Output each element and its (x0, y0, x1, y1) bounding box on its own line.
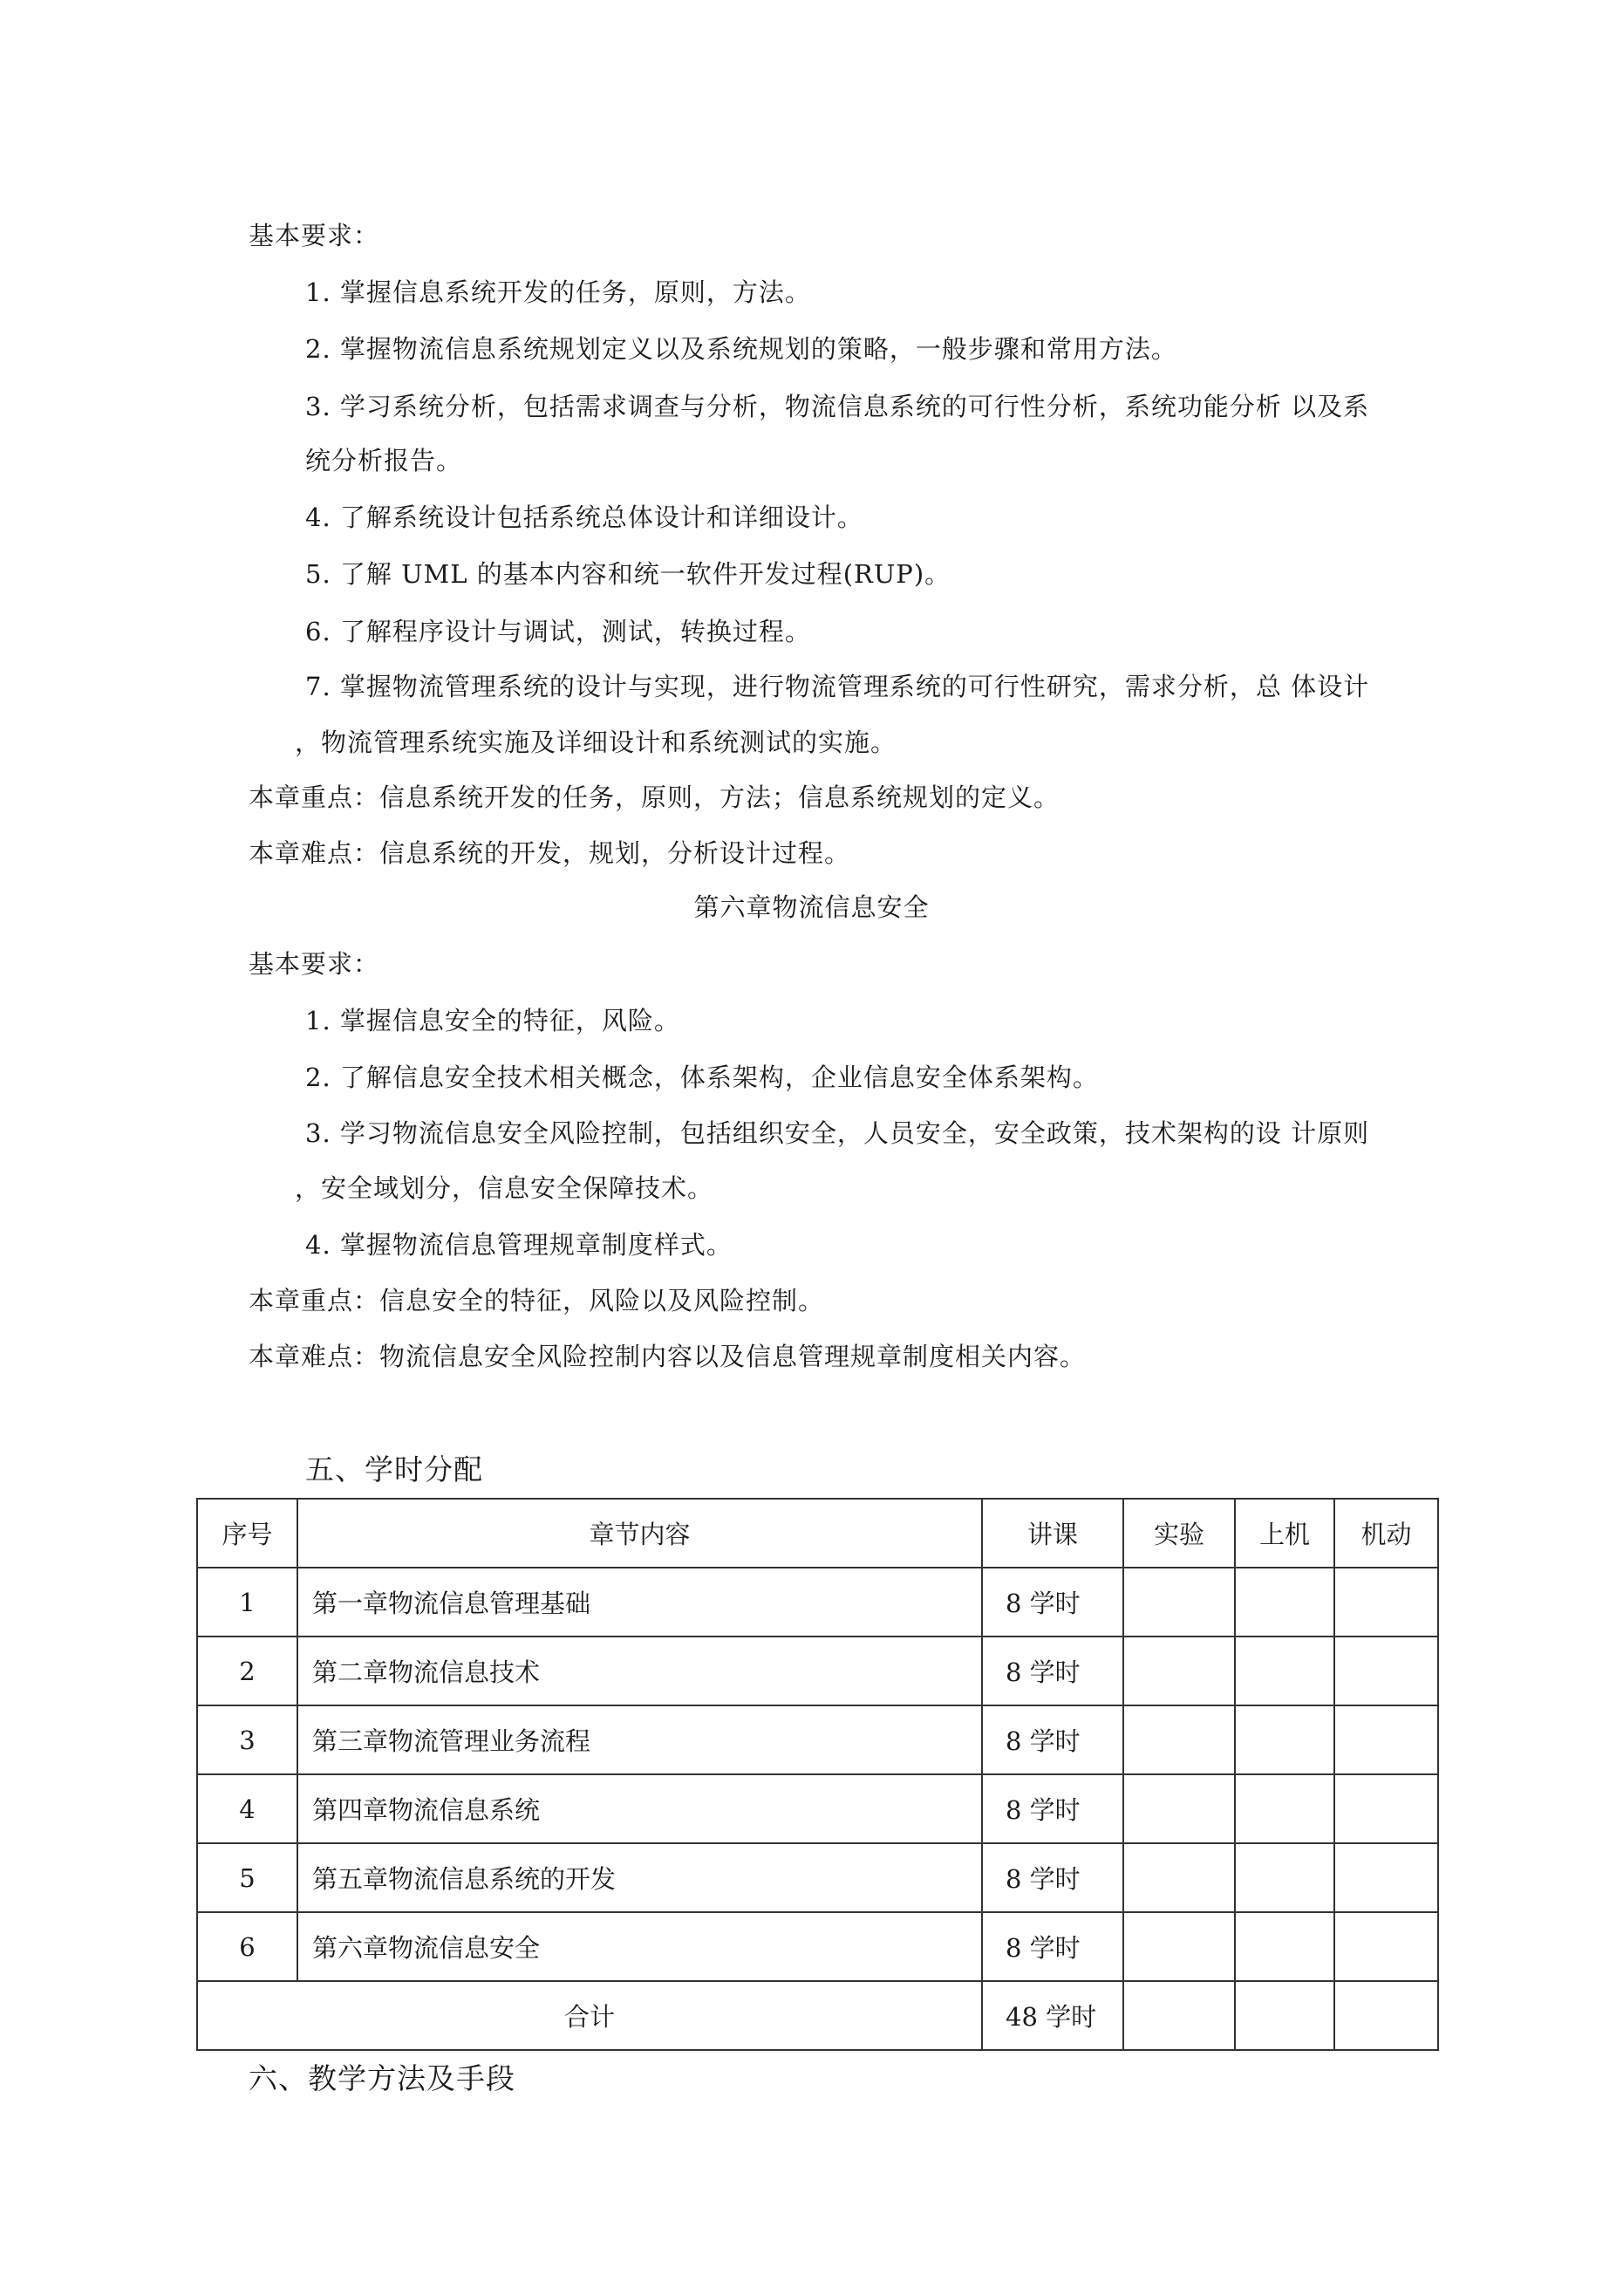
lab-hours (1123, 1843, 1235, 1912)
ch5-requirement-item: 7. 掌握物流管理系统的设计与实现，进行物流管理系统的可行性研究，需求分析，总 体设计 (305, 672, 1370, 701)
header-cell: 序号 (197, 1499, 297, 1568)
lecture-hours: 8 学时 (982, 1705, 1123, 1774)
lab-hours (1123, 1981, 1235, 2050)
computer-hours (1235, 1912, 1334, 1981)
ch5-requirement-item: 4. 了解系统设计包括系统总体设计和详细设计。 (305, 502, 863, 532)
chapter-content: 第三章物流管理业务流程 (297, 1705, 982, 1774)
table-row (197, 1637, 1438, 1705)
row-number: 3 (197, 1705, 297, 1774)
flexible-hours (1334, 1637, 1438, 1705)
flexible-hours (1334, 1774, 1438, 1843)
ch5-requirement-item-continued: ，物流管理系统实施及详细设计和系统测试的实施。 (295, 728, 897, 757)
lecture-hours: 8 学时 (982, 1637, 1123, 1705)
table-row (197, 1705, 1438, 1774)
hours-allocation-table (196, 1498, 1439, 2051)
header-cell: 讲课 (982, 1499, 1123, 1568)
flexible-hours (1334, 1912, 1438, 1981)
header-cell: 章节内容 (297, 1499, 982, 1568)
section-title: 五、学时分配 (305, 1452, 483, 1486)
ch5-key-points: 本章重点：信息系统开发的任务，原则，方法；信息系统规划的定义。 (249, 782, 1060, 812)
table-row (197, 1774, 1438, 1843)
ch6-requirement-item: 2. 了解信息安全技术相关概念，体系架构，企业信息安全体系架构。 (305, 1063, 1099, 1092)
lab-hours (1123, 1912, 1235, 1981)
ch6-requirement-item: 1. 掌握信息安全的特征，风险。 (305, 1006, 680, 1035)
ch5-basic-requirements-label: 基本要求： (249, 221, 380, 250)
computer-hours (1235, 1568, 1334, 1637)
ch6-difficult-points: 本章难点：物流信息安全风险控制内容以及信息管理规章制度相关内容。 (249, 1342, 1087, 1371)
ch6-basic-requirements-label: 基本要求： (249, 949, 380, 979)
row-number: 1 (197, 1568, 297, 1637)
computer-hours (1235, 1981, 1334, 2050)
row-number: 6 (197, 1912, 297, 1981)
ch6-key-points: 本章重点：信息安全的特征，风险以及风险控制。 (249, 1286, 825, 1315)
ch5-requirement-item-continued: 统分析报告。 (305, 446, 463, 475)
chapter-content: 第五章物流信息系统的开发 (297, 1843, 982, 1912)
flexible-hours (1334, 1981, 1438, 2050)
ch5-difficult-points: 本章难点：信息系统的开发，规划，分析设计过程。 (249, 838, 851, 868)
computer-hours (1235, 1637, 1334, 1705)
lecture-hours: 8 学时 (982, 1568, 1123, 1637)
lab-hours (1123, 1637, 1235, 1705)
table-row (197, 1568, 1438, 1637)
computer-hours (1235, 1705, 1334, 1774)
lecture-hours: 8 学时 (982, 1843, 1123, 1912)
lecture-hours: 8 学时 (982, 1774, 1123, 1843)
row-number: 2 (197, 1637, 297, 1705)
ch5-requirement-item: 2. 掌握物流信息系统规划定义以及系统规划的策略，一般步骤和常用方法。 (305, 334, 1177, 364)
chapter-content: 第六章物流信息安全 (297, 1912, 982, 1981)
header-cell: 上机 (1235, 1499, 1334, 1568)
table-header-row (197, 1499, 1438, 1568)
header-cell: 机动 (1334, 1499, 1438, 1568)
ch6-requirement-item: 3. 学习物流信息安全风险控制，包括组织安全，人员安全，安全政策，技术架构的设 计原则 (305, 1118, 1370, 1148)
computer-hours (1235, 1774, 1334, 1843)
chapter-content: 第四章物流信息系统 (297, 1774, 982, 1843)
chapter-content: 第二章物流信息技术 (297, 1637, 982, 1705)
total-label: 合计 (197, 1981, 982, 2050)
flexible-hours (1334, 1843, 1438, 1912)
flexible-hours (1334, 1705, 1438, 1774)
lab-hours (1123, 1705, 1235, 1774)
ch5-requirement-item: 3. 学习系统分析，包括需求调查与分析，物流信息系统的可行性分析，系统功能分析 以及系 (305, 392, 1370, 421)
lecture-hours: 8 学时 (982, 1912, 1123, 1981)
ch6-requirement-item-continued: ，安全域划分，信息安全保障技术。 (295, 1173, 714, 1203)
ch5-requirement-item: 5. 了解 UML 的基本内容和统一软件开发过程(RUP)。 (305, 559, 951, 589)
table-row (197, 1843, 1438, 1912)
computer-hours (1235, 1843, 1334, 1912)
ch5-requirement-item: 1. 掌握信息系统开发的任务，原则，方法。 (305, 277, 811, 307)
table-row (197, 1912, 1438, 1981)
ch6-requirement-item: 4. 掌握物流信息管理规章制度样式。 (305, 1230, 733, 1260)
total-lecture-hours: 48 学时 (982, 1981, 1123, 2050)
table-total-row (197, 1981, 1438, 2050)
flexible-hours (1334, 1568, 1438, 1637)
chapter-content: 第一章物流信息管理基础 (297, 1568, 982, 1637)
lab-hours (1123, 1774, 1235, 1843)
lab-hours (1123, 1568, 1235, 1637)
ch5-requirement-item: 6. 了解程序设计与调试，测试，转换过程。 (305, 617, 811, 646)
header-cell: 实验 (1123, 1499, 1235, 1568)
row-number: 5 (197, 1843, 297, 1912)
chapter-title: 第六章物流信息安全 (693, 892, 930, 922)
row-number: 4 (197, 1774, 297, 1843)
section-title: 六、教学方法及手段 (249, 2061, 515, 2095)
